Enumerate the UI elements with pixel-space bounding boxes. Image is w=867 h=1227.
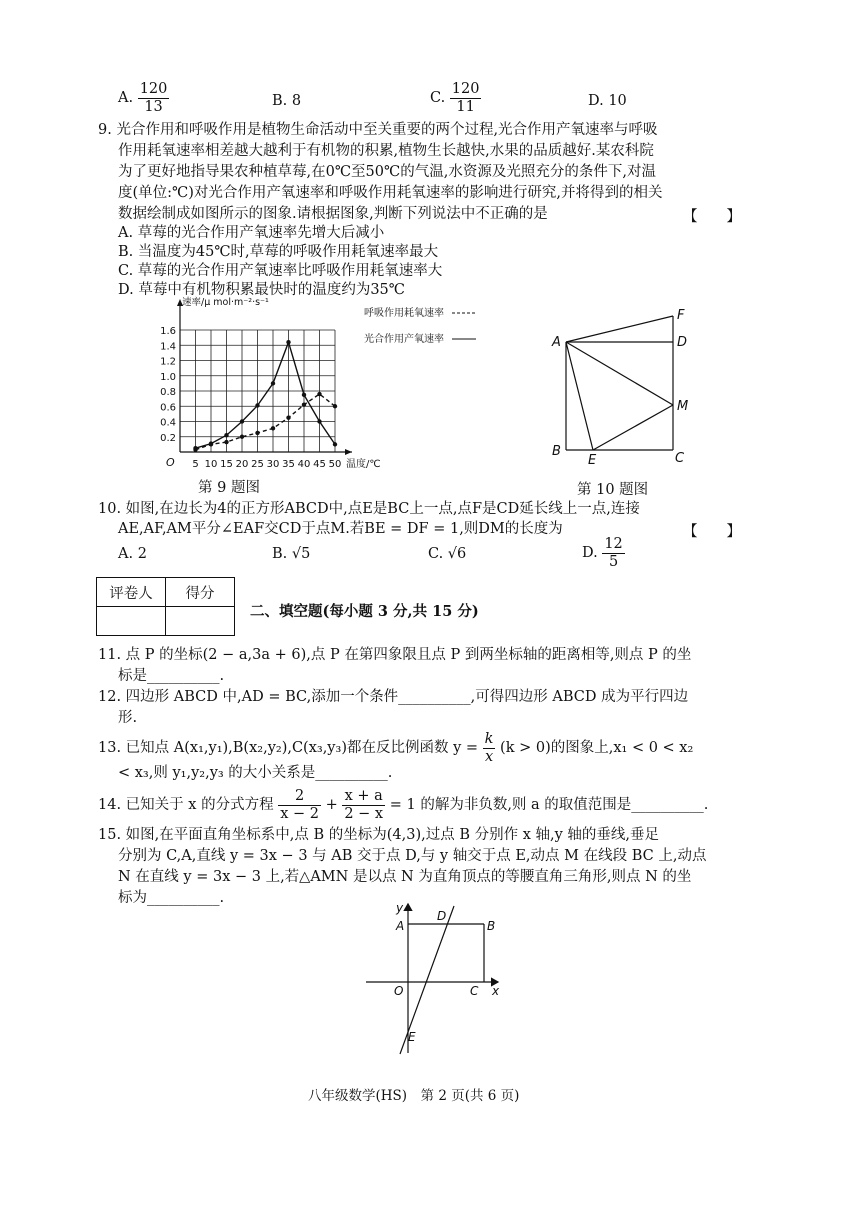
q12-line-2: 形. [118,710,138,726]
series-point [317,392,321,396]
q15-line-1: 15. 如图,在平面直角坐标系中,点 B 的坐标为(4,3),过点 B 分别作 x 轴,y 轴的垂线,垂足 [98,827,660,843]
y-tick-label: 0.8 [160,387,176,398]
fig10-label-e: E [588,453,597,466]
fig15-label-y: y [396,901,404,915]
score-table [96,577,235,636]
fig15-label-c: C [470,984,479,998]
q8-option-c: C. $\frac{120}{11}$ [430,81,480,115]
x-tick-label: 25 [251,459,264,470]
origin-label: O [166,456,175,469]
q8-option-b: B. 8 [272,93,302,109]
x-tick-label: 50 [328,459,342,470]
series-line [196,342,336,448]
series-point [224,433,228,437]
series-point [302,393,306,397]
fig10-label-b: B [552,444,561,459]
y-tick-label: 0.6 [160,402,176,414]
legend-label: 光合作用产氧速率 [364,334,444,345]
series-point [271,426,275,430]
series-point [240,435,244,439]
q9-option-d: D. 草莓中有机物积累最快时的温度约为35℃ [118,282,405,298]
x-tick-label: 15 [220,459,233,470]
fig10-label-f: F [677,308,685,323]
q9-line-4: 度(单位:℃)对光合作用产氧速率和呼吸作用耗氧速率的影响进行研究,并将得到的相关 [118,185,663,201]
q15-line-3: N 在直线 y = 3x − 3 上,若△AMN 是以点 N 为直角顶点的等腰直角三角形,则点 N 的坐 [118,869,692,885]
x-tick-label: 5 [192,459,199,470]
series-point [255,403,259,407]
fig15-label-e: E [408,1030,416,1044]
figure-10-diagram [546,304,706,466]
x-tick-label: 40 [297,459,311,470]
fig15-label-o: O [394,984,404,998]
reviewer-cell [97,607,166,636]
series-point [255,431,259,435]
q9-option-b: B. 当温度为45℃时,草莓的呼吸作用耗氧速率最大 [118,244,439,260]
fig15-label-x: x [492,984,500,998]
figure-10-caption: 第 10 题图 [577,482,649,498]
q9-option-a: A. 草莓的光合作用产氧速率先增大后减小 [118,225,385,241]
y-tick-label: 1.2 [160,356,176,368]
series-point [333,442,337,446]
score-header: 得分 [166,578,235,607]
q9-line-5: 数据绘制成如图所示的图象.请根据图象,判断下列说法中不正确的是 [118,206,548,222]
figure-15-diagram [360,898,510,1058]
x-axis-arrow [345,449,352,455]
fig10-label-c: C [675,451,685,466]
q11-line-2: 标是__________. [118,668,225,684]
series-point [302,403,306,407]
x-tick-label: 10 [204,459,218,470]
q14-line: 14. 已知关于 x 的分式方程 $\frac{2}{x - 2}$ + $\frac{x + a}{2 - x}$ = 1 的解为非负数,则 a 的取值范围是__________. [98,788,709,822]
q9-line-1: 9. 光合作用和呼吸作用是植物生命活动中至关重要的两个过程,光合作用产氧速率与呼吸 [98,122,658,138]
fig15-label-a: A [396,919,405,933]
q10-option-b: B. √5 [272,546,311,562]
q10-option-d: D. $\frac{12}{5}$ [582,536,623,570]
series-point [271,381,275,385]
x-tick-label: 35 [282,459,295,470]
q13-line-2: < x₃,则 y₁,y₂,y₃ 的大小关系是__________. [118,765,393,781]
q10-answer-bracket: 【 】 [683,524,741,540]
y-tick-label: 1.6 [160,326,176,337]
y-tick-label: 0.2 [160,432,176,444]
series-point [224,440,228,444]
series-point [286,415,290,419]
y-tick-label: 1.0 [160,371,176,383]
figure-9-caption: 第 9 题图 [198,480,260,496]
fig10-label-d: D [677,335,688,350]
series-point [333,404,337,408]
fig15-label-d: D [437,909,447,923]
q9-line-3: 为了更好地指导果农种植草莓,在0℃至50℃的气温,水资源及光照充分的条件下,对温 [118,164,656,180]
series-point [286,340,290,344]
q11-line-1: 11. 点 P 的坐标(2 − a,3a + 6),点 P 在第四象限且点 P 到两坐标轴的距离相等,则点 P 的坐 [98,647,692,663]
page-footer: 八年级数学(HS) 第 2 页(共 6 页) [308,1088,520,1104]
q12-line-1: 12. 四边形 ABCD 中,AD = BC,添加一个条件__________,可得四边形 ABCD 成为平行四边 [98,689,689,705]
q8-option-d: D. 10 [588,93,627,109]
figure-9-chart [150,296,480,478]
fig10-label-m: M [677,399,689,414]
q13-line-1: 13. 已知点 A(x₁,y₁),B(x₂,y₂),C(x₃,y₃)都在反比例函数 y = $\frac{k}{x}$ (k > 0)的图象上,x₁ < 0 < x₂ [98,731,694,765]
reviewer-header: 评卷人 [97,578,166,607]
y-axis-label: 速率/μ mol·m⁻²·s⁻¹ [182,297,269,308]
x-tick-label: 45 [313,459,326,470]
q15-line-2: 分别为 C,A,直线 y = 3x − 3 与 AB 交于点 D,与 y 轴交于点 E,动点 M 在线段 BC 上,动点 [118,848,707,864]
q10-line-1: 10. 如图,在边长为4的正方形ABCD中,点E是BC上一点,点F是CD延长线上一点,连接 [98,501,640,517]
q15-line-4: 标为__________. [118,890,225,906]
q9-answer-bracket: 【 】 [683,209,741,225]
y-tick-label: 1.4 [160,341,176,353]
q10-line-2: AE,AF,AM平分∠EAF交CD于点M.若BE = DF = 1,则DM的长度为 [118,521,563,537]
fig15-label-b: B [487,919,496,933]
series-point [240,419,244,423]
q10-option-a: A. 2 [118,546,147,562]
x-axis-label: 温度/℃ [346,459,381,470]
series-point [317,419,321,423]
q9-line-2: 作用耗氧速率相差越大越利于有机物的积累,植物生长越快,水果的品质越好.某农科院 [118,143,654,159]
section-2-title: 二、填空题(每小题 3 分,共 15 分) [250,603,479,620]
q8-option-a: A. $\frac{120}{13}$ [118,81,168,115]
y-tick-label: 0.4 [160,417,176,429]
series-point [193,448,197,452]
x-tick-label: 30 [266,459,280,470]
q10-option-c: C. √6 [428,546,467,562]
score-cell [166,607,235,636]
fig10-label-a: A [552,335,561,350]
q9-option-c: C. 草莓的光合作用产氧速率比呼吸作用耗氧速率大 [118,263,443,279]
series-point [209,442,213,446]
x-tick-label: 20 [235,459,249,470]
legend-label: 呼吸作用耗氧速率 [364,308,444,319]
